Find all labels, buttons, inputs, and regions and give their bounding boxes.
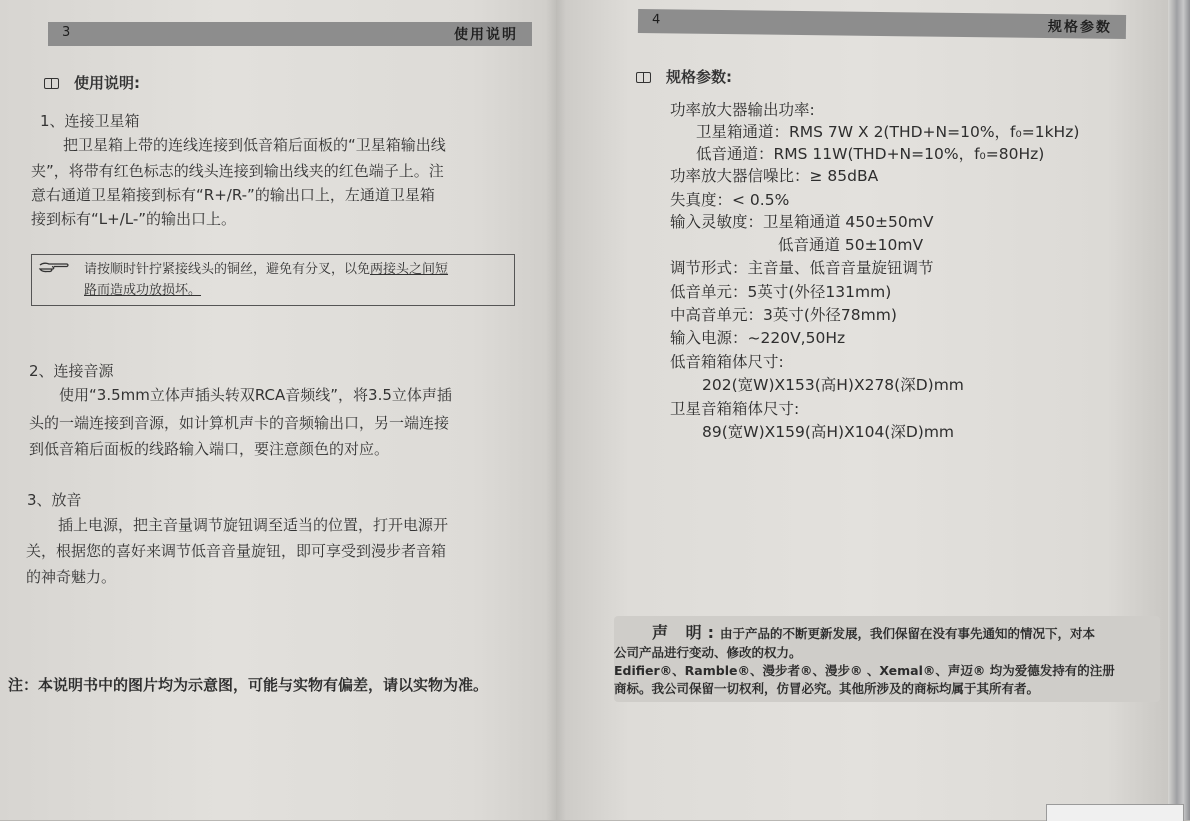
step1-line: 把卫星箱上带的连线连接到低音箱后面板的“卫星箱输出线	[63, 136, 446, 154]
left-page-number: 3	[62, 25, 71, 40]
caution-note	[31, 254, 515, 306]
spec-line: 功率放大器信噪比：≥ 85dBA	[670, 167, 879, 185]
declaration-box	[614, 616, 1160, 702]
spec-line: 89(宽W)X159(高H)X104(深D)mm	[702, 423, 955, 441]
spec-line: 调节形式：主音量、低音音量旋钮调节	[670, 259, 934, 277]
spec-line: 低音通道 50±10mV	[778, 236, 924, 254]
step2-line: 到低音箱后面板的线路输入端口，要注意颜色的对应。	[29, 440, 390, 458]
left-page-header-title: 使用说明	[454, 27, 518, 43]
note-line1-b: 两接头之间短	[370, 262, 449, 277]
viewer-toolbar[interactable]	[1046, 804, 1184, 821]
step3-line: 的神奇魅力。	[26, 568, 117, 586]
right-page-header-title: 规格参数	[1047, 19, 1113, 36]
declaration-line1: 由于产品的不断更新发展，我们保留在没有事先通知的情况下，对本	[719, 626, 1095, 641]
spec-line: 功率放大器输出功率:	[670, 101, 815, 119]
step1-line: 意右通道卫星箱接到标有“R+/R-”的输出口上，左通道卫星箱	[31, 186, 435, 204]
note-line1-a: 请按顺时针拧紧接线头的铜丝，避免有分叉，以免	[84, 262, 371, 277]
declaration-heading: 声 明:	[652, 623, 720, 642]
note-line2: 路而造成功放损坏。	[84, 283, 202, 298]
declaration-line4: 商标。我公司保留一切权利，仿冒必究。其他所涉及的商标均属于其所有者。	[614, 681, 1040, 696]
spec-line: 低音单元：5英寸(外径131mm)	[670, 283, 892, 301]
usage-section-heading	[44, 72, 140, 93]
declaration-line3: Edifier®、Ramble®、漫步者®、漫步® 、Xemal®、声迈® 均为爱德发持有的注册	[614, 663, 1115, 678]
usage-heading-text: 使用说明:	[74, 74, 140, 92]
left-page-header	[48, 22, 532, 46]
step3-line: 插上电源，把主音量调节旋钮调至适当的位置，打开电源开	[58, 516, 449, 534]
step1-line: 接到标有“L+/L-”的输出口上。	[31, 210, 237, 228]
left-page	[0, 0, 556, 820]
spec-line: 低音通道：RMS 11W(THD+N=10%，f₀=80Hz)	[696, 145, 1045, 163]
step1-title: 1、连接卫星箱	[40, 112, 140, 130]
book-spine-crease	[546, 0, 566, 820]
spec-line: 卫星音箱箱体尺寸:	[670, 400, 800, 418]
step3-line: 关，根据您的喜好来调节低音音量旋钮，即可享受到漫步者音箱	[26, 542, 447, 560]
spec-line: 202(宽W)X153(高H)X278(深D)mm	[702, 376, 964, 394]
spec-line: 卫星箱通道：RMS 7W X 2(THD+N=10%，f₀=1kHz)	[696, 123, 1080, 141]
specs-heading-text: 规格参数:	[666, 68, 732, 86]
right-page-header	[638, 9, 1126, 39]
spec-line: 失真度：< 0.5%	[670, 191, 790, 209]
right-page	[556, 0, 1168, 820]
step2-line: 头的一端连接到音源，如计算机声卡的音频输出口，另一端连接	[29, 414, 450, 432]
pointing-hand-icon	[38, 261, 70, 275]
specs-section-heading	[636, 66, 732, 87]
declaration-first-line	[652, 624, 1095, 642]
step2-line: 使用“3.5mm立体声插头转双RCA音频线”，将3.5立体声插	[59, 386, 452, 404]
step1-line: 夹”，将带有红色标志的线头连接到输出线夹的红色端子上。注	[31, 162, 444, 180]
book-icon	[44, 78, 60, 89]
spec-line: 中高音单元：3英寸(外径78mm)	[670, 306, 897, 324]
step3-title: 3、放音	[27, 491, 82, 509]
book-icon	[636, 72, 652, 83]
page-edge-stack	[1168, 0, 1190, 820]
spec-line: 输入灵敏度：卫星箱通道 450±50mV	[670, 213, 934, 231]
declaration-line2: 公司产品进行变动、修改的权力。	[614, 645, 802, 660]
caution-note-text	[84, 259, 448, 301]
step2-title: 2、连接音源	[29, 362, 114, 380]
spec-line: 低音箱箱体尺寸:	[670, 353, 784, 371]
spec-line: 输入电源：~220V,50Hz	[670, 329, 846, 347]
right-page-number: 4	[651, 12, 661, 28]
image-disclaimer-footnote: 注：本说明书中的图片均为示意图，可能与实物有偏差，请以实物为准。	[8, 676, 489, 694]
